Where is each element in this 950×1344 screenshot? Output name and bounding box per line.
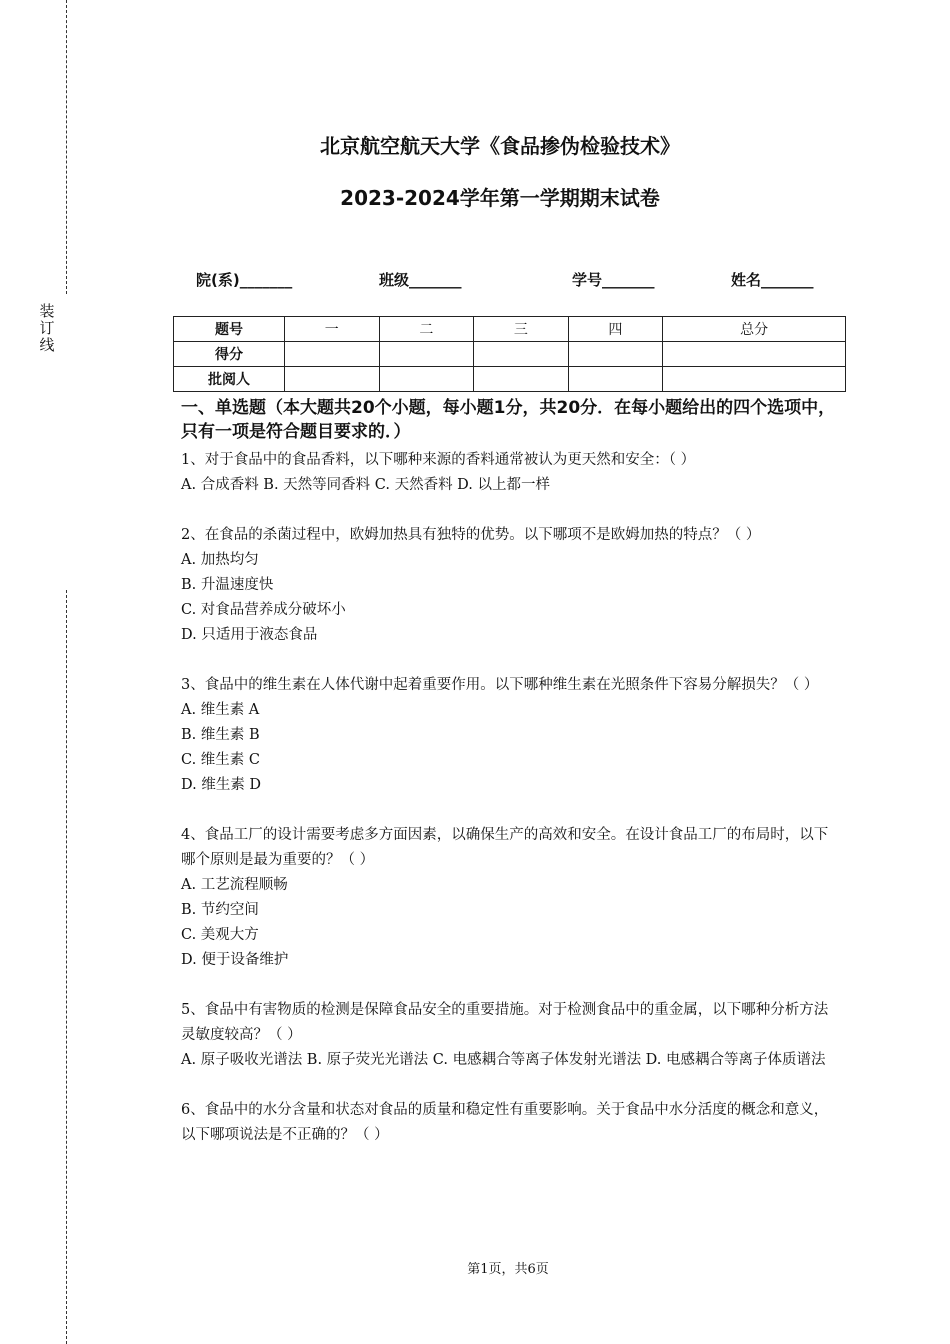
question-option: D. 维生素 D [181, 777, 262, 793]
binding-char: 订 [39, 319, 55, 337]
question-6 [181, 1098, 841, 1148]
score-cell[interactable] [285, 342, 380, 367]
question-option: D. 只适用于液态食品 [181, 627, 318, 643]
question-stem: 6、食品中的水分含量和状态对食品的质量和稳定性有重要影响。关于食品中水分活度的概念和意义，以下哪项说法是不正确的？（ ） [181, 1102, 829, 1143]
score-cell[interactable] [568, 342, 663, 367]
binding-line-bottom [66, 590, 67, 1344]
score-cell[interactable] [379, 342, 474, 367]
dept-field: 院(系)_______ [196, 271, 293, 289]
binding-label [37, 303, 57, 354]
name-field: 姓名_______ [731, 271, 814, 289]
score-header-cell: 总分 [663, 317, 846, 342]
reviewer-cell[interactable] [285, 367, 380, 392]
exam-title: 北京航空航天大学《食品掺伪检验技术》 [320, 134, 680, 158]
question-option: C. 维生素 C [181, 752, 260, 768]
question-3 [181, 673, 841, 798]
reviewer-cell[interactable] [379, 367, 474, 392]
question-option: A. 原子吸收光谱法 B. 原子荧光光谱法 C. 电感耦合等离子体发射光谱法 D. 电感耦合等离子体质谱法 [181, 1052, 826, 1068]
reviewer-row-label: 批阅人 [174, 367, 285, 392]
question-option: C. 美观大方 [181, 927, 259, 943]
score-header-cell: 二 [379, 317, 474, 342]
question-1 [181, 448, 841, 498]
score-row [174, 342, 846, 367]
reviewer-cell[interactable] [663, 367, 846, 392]
score-header-cell: 四 [568, 317, 663, 342]
question-option: A. 维生素 A [181, 702, 260, 718]
score-table [173, 316, 846, 392]
question-option: B. 升温速度快 [181, 577, 274, 593]
score-header-cell: 题号 [174, 317, 285, 342]
score-header-cell: 三 [474, 317, 569, 342]
question-stem: 3、食品中的维生素在人体代谢中起着重要作用。以下哪种维生素在光照条件下容易分解损失？（ ） [181, 677, 819, 693]
question-option: A. 加热均匀 [181, 552, 259, 568]
binding-char: 线 [39, 336, 55, 354]
score-cell[interactable] [663, 342, 846, 367]
student-id-field: 学号_______ [572, 271, 655, 289]
reviewer-row [174, 367, 846, 392]
question-option: A. 合成香料 B. 天然等同香料 C. 天然香料 D. 以上都一样 [181, 477, 551, 493]
question-stem: 4、食品工厂的设计需要考虑多方面因素，以确保生产的高效和安全。在设计食品工厂的布局时，以下哪个原则是最为重要的？（ ） [181, 827, 829, 868]
reviewer-cell[interactable] [474, 367, 569, 392]
page-number: 第1页，共6页 [467, 1262, 549, 1277]
question-option: D. 便于设备维护 [181, 952, 289, 968]
question-option: B. 维生素 B [181, 727, 260, 743]
score-row-label: 得分 [174, 342, 285, 367]
question-option: A. 工艺流程顺畅 [181, 877, 288, 893]
question-5 [181, 998, 841, 1073]
question-option: C. 对食品营养成分破坏小 [181, 602, 346, 618]
exam-subtitle: 2023-2024学年第一学期期末试卷 [340, 186, 660, 210]
question-stem: 5、食品中有害物质的检测是保障食品安全的重要措施。对于检测食品中的重金属，以下哪种分析方法灵敏度较高？（ ） [181, 1002, 829, 1043]
exam-content [181, 396, 841, 1148]
question-4 [181, 823, 841, 973]
score-table-header-row [174, 317, 846, 342]
score-header-cell: 一 [285, 317, 380, 342]
section-title: 一、单选题（本大题共20个小题，每小题1分，共20分．在每小题给出的四个选项中，只有一项是符合题目要求的．） [181, 398, 836, 442]
score-cell[interactable] [474, 342, 569, 367]
class-field: 班级_______ [379, 271, 462, 289]
question-stem: 2、在食品的杀菌过程中，欧姆加热具有独特的优势。以下哪项不是欧姆加热的特点？（ ） [181, 527, 761, 543]
binding-char: 装 [39, 302, 55, 320]
reviewer-cell[interactable] [568, 367, 663, 392]
question-stem: 1、对于食品中的食品香料，以下哪种来源的香料通常被认为更天然和安全：（ ） [181, 452, 696, 468]
question-2 [181, 523, 841, 648]
question-option: B. 节约空间 [181, 902, 259, 918]
